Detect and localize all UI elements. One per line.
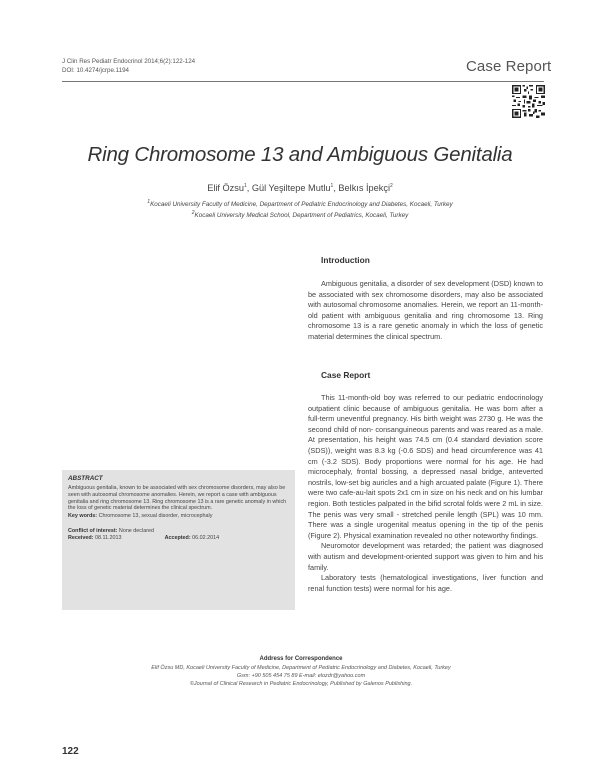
author-affiliation-mark: 1 <box>330 183 334 189</box>
affiliation-2 <box>0 210 600 219</box>
keywords-value: Chromosome 13, sexual disorder, microcephaly <box>98 513 213 520</box>
correspondence-contact: Gsm: +90 505 454 75 89 E-mail: elozdr@yahoo.com <box>236 673 366 679</box>
introduction-text <box>308 279 543 343</box>
abstract-box <box>62 470 295 610</box>
affiliation-text: Kocaeli University Faculty of Medicine, Department of Pediatric Endocrinology and Diabetes, Kocaeli, Turkey <box>150 201 453 209</box>
author-affiliation-mark: 1 <box>243 183 247 189</box>
abstract-title: ABSTRACT <box>68 475 103 482</box>
qr-code-icon <box>512 85 545 118</box>
header-divider <box>62 81 544 82</box>
author-separator: , <box>333 183 339 194</box>
case-report-text <box>308 393 543 594</box>
author-name: Gül Yeşiltepe Mutlu <box>251 183 331 194</box>
abstract-text: Ambiguous genitalia, known to be associated with sex chromosome disorders, may also be seen with autosomal chromosome anomalies. Herein, we report a case with ambiguous genitalia and ring chromosome 13. Ring chromosome 13 is a rare genetic anomaly in which the loss of genetic material determines the clinical spectrum. <box>68 485 287 512</box>
author-separator: , <box>246 183 252 194</box>
conflict-value: None declared <box>118 528 154 535</box>
introduction-paragraph: Ambiguous genitalia, a disorder of sex development (DSD) known to be associated with sex chromosome disorders, may also be associated with autosomal chromosome anomalies. Herein, we report an 11-month-old patient with ambiguous genitalia and ring chromosome 13. Ring chromosome 13 is a rare genetic anomaly in which the loss of genetic material determines the clinical spectrum. <box>308 279 543 341</box>
case-report-paragraph: Laboratory tests (hematological investigations, liver function and renal function tests) were normal for his age. <box>308 573 543 593</box>
received-date: 08.11.2013 <box>94 535 122 542</box>
conflict-of-interest <box>68 528 290 535</box>
section-label: Case Report <box>466 58 552 75</box>
correspondence-title: Address for Correspondence <box>259 656 343 662</box>
case-report-heading: Case Report <box>321 370 371 380</box>
accepted-date: 06.02.2014 <box>192 535 220 542</box>
journal-citation: J Clin Res Pediatr Endocrinol 2014;6(2):122-124 <box>62 58 196 65</box>
case-report-paragraph: This 11-month-old boy was referred to our pediatric endocrinology outpatient clinic because of ambiguous genitalia. He was born after a full-term uneventful pregnancy. His birth weight was 2730 g. He was the second child of non- consanguineous parents and was reared as a male. At presentation, his height was 74.5 cm (0.4 standard deviation score (SDS)), weight was 8.3 kg (-0.6 SDS) and head circumference was 41 cm (-3.2 SDS). Body proportions were normal for his age. He had microcephaly, frontal bossing, a depressed nasal bridge, anteverted nostrils, low-set big auricles and a high arcuated palate (Figure 1). There were two cafe-au-lait spots 2x1 cm in size on his neck and on his lumbar region. Both testicles palpated in the bifid scrotal folds were 2 mL in size. The penis was very small - stretched penile length (SPL) was 10 mm. There was a single urogenital meatus opening in the tip of the penis (Figure 2). Physical examination revealed no other noteworthy findings. <box>308 393 543 540</box>
received-label: Received: <box>68 535 94 542</box>
affiliation-text: Kocaeli University Medical School, Department of Pediatrics, Kocaeli, Turkey <box>194 212 409 220</box>
author-name: Belkıs İpekçi <box>338 183 390 194</box>
case-report-paragraph: Neuromotor development was retarded; the patient was diagnosed with autism and development-oriented support was given to him and his family. <box>308 541 543 572</box>
author-name: Elif Özsu <box>207 183 244 194</box>
affiliation-mark: 2 <box>191 210 195 216</box>
affiliation-1 <box>0 199 600 208</box>
conflict-label: Conflict of interest: <box>68 528 118 535</box>
introduction-heading: Introduction <box>321 255 370 265</box>
abstract-keywords <box>68 513 290 520</box>
correspondence-address: Elif Özsu MD, Kocaeli University Faculty of Medicine, Department of Pediatric Endocrinology and Diabetes, Kocaeli, Turkey <box>151 665 451 671</box>
accepted-label: Accepted: <box>164 535 191 542</box>
copyright-notice: ©Journal of Clinical Research in Pediatric Endocrinology, Published by Galenos Publishing. <box>189 681 413 687</box>
article-title: Ring Chromosome 13 and Ambiguous Genitalia <box>87 143 513 166</box>
affiliation-mark: 1 <box>147 199 151 205</box>
author-list <box>0 183 600 193</box>
author-affiliation-mark: 2 <box>390 183 393 189</box>
page-number: 122 <box>62 746 79 757</box>
journal-doi: DOI: 10.4274/jcrpe.1194 <box>62 66 129 74</box>
journal-reference <box>62 58 195 75</box>
dates-line <box>68 535 290 542</box>
keywords-label: Key words: <box>68 513 98 520</box>
